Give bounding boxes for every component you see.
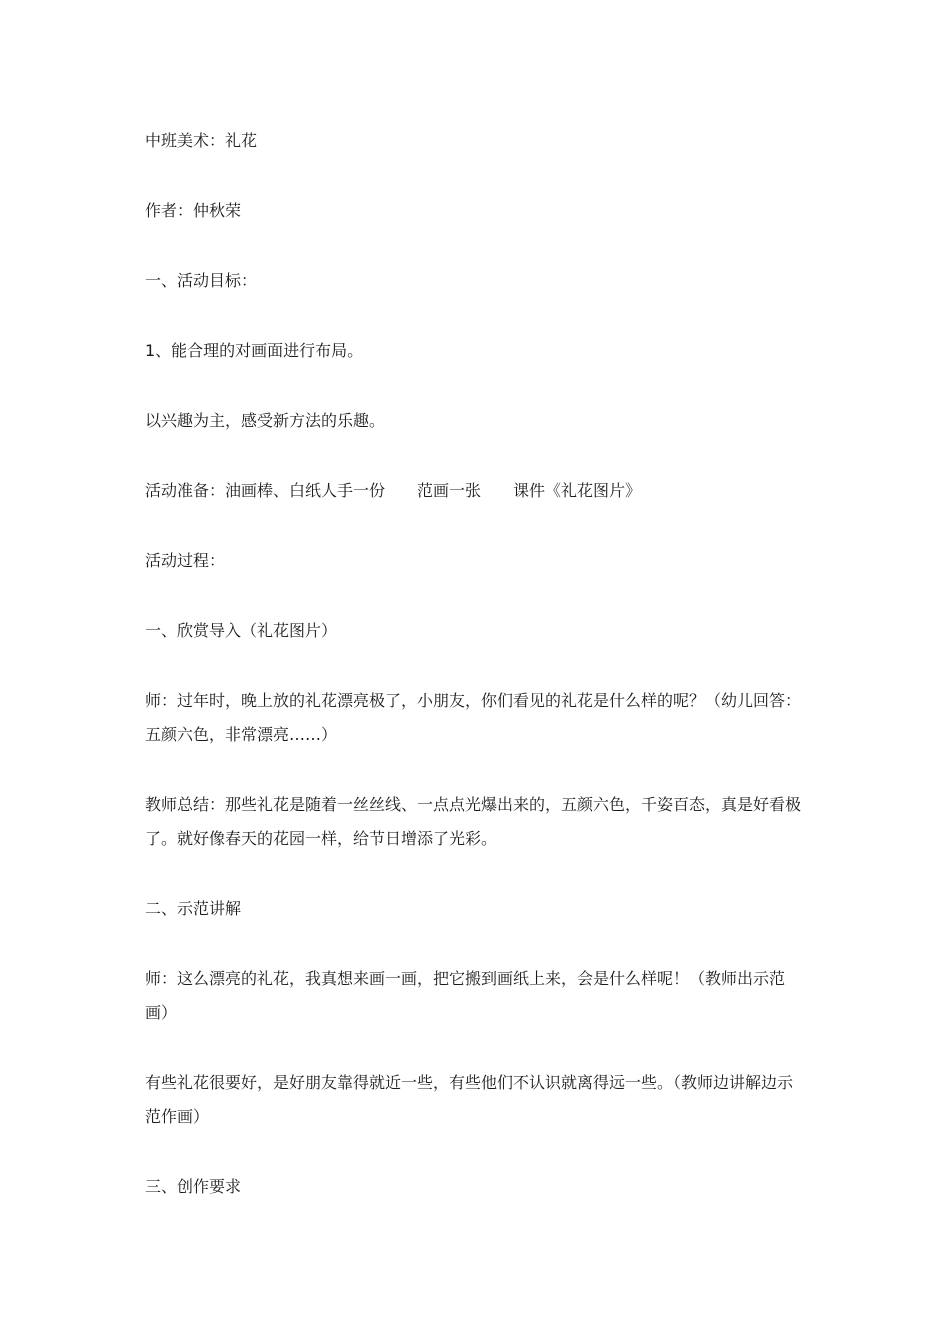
preparation-label: 活动准备： — [145, 481, 226, 500]
teacher-question: 师：过年时，晚上放的礼花漂亮极了，小朋友，你们看见的礼花是什么样的呢？（幼儿回答：五颜六色，非常漂亮……） — [145, 691, 802, 744]
goal-item-2: 以兴趣为主，感受新方法的乐趣。 — [145, 411, 386, 430]
goal-item-1: 1、能合理的对画面进行布局。 — [145, 341, 364, 360]
section-heading-goals: 一、活动目标： — [145, 271, 258, 290]
preparation-item-1: 油画棒、白纸人手一份 — [225, 481, 386, 500]
preparation-line — [145, 474, 805, 508]
section-heading-intro: 一、欣赏导入（礼花图片） — [145, 621, 338, 640]
preparation-item-2: 范画一张 — [417, 481, 482, 500]
teacher-demo-explanation: 有些礼花很要好，是好朋友靠得就近一些，有些他们不认识就离得远一些。（教师边讲解边示范作画） — [145, 1073, 794, 1126]
section-heading-process: 活动过程： — [145, 551, 226, 570]
teacher-demo-speech: 师：这么漂亮的礼花，我真想来画一画，把它搬到画纸上来，会是什么样呢！（教师出示范画） — [145, 969, 786, 1022]
author-line: 作者：仲秋荣 — [145, 201, 242, 220]
document-body — [145, 124, 805, 1240]
section-heading-requirements: 三、创作要求 — [145, 1177, 242, 1196]
preparation-item-3: 课件《礼花图片》 — [513, 481, 642, 500]
section-heading-demo: 二、示范讲解 — [145, 899, 242, 918]
document-title: 中班美术：礼花 — [145, 131, 258, 150]
teacher-summary: 教师总结：那些礼花是随着一丝丝线、一点点光爆出来的，五颜六色，千姿百态，真是好看极了。就好像春天的花园一样，给节日增添了光彩。 — [145, 795, 802, 848]
